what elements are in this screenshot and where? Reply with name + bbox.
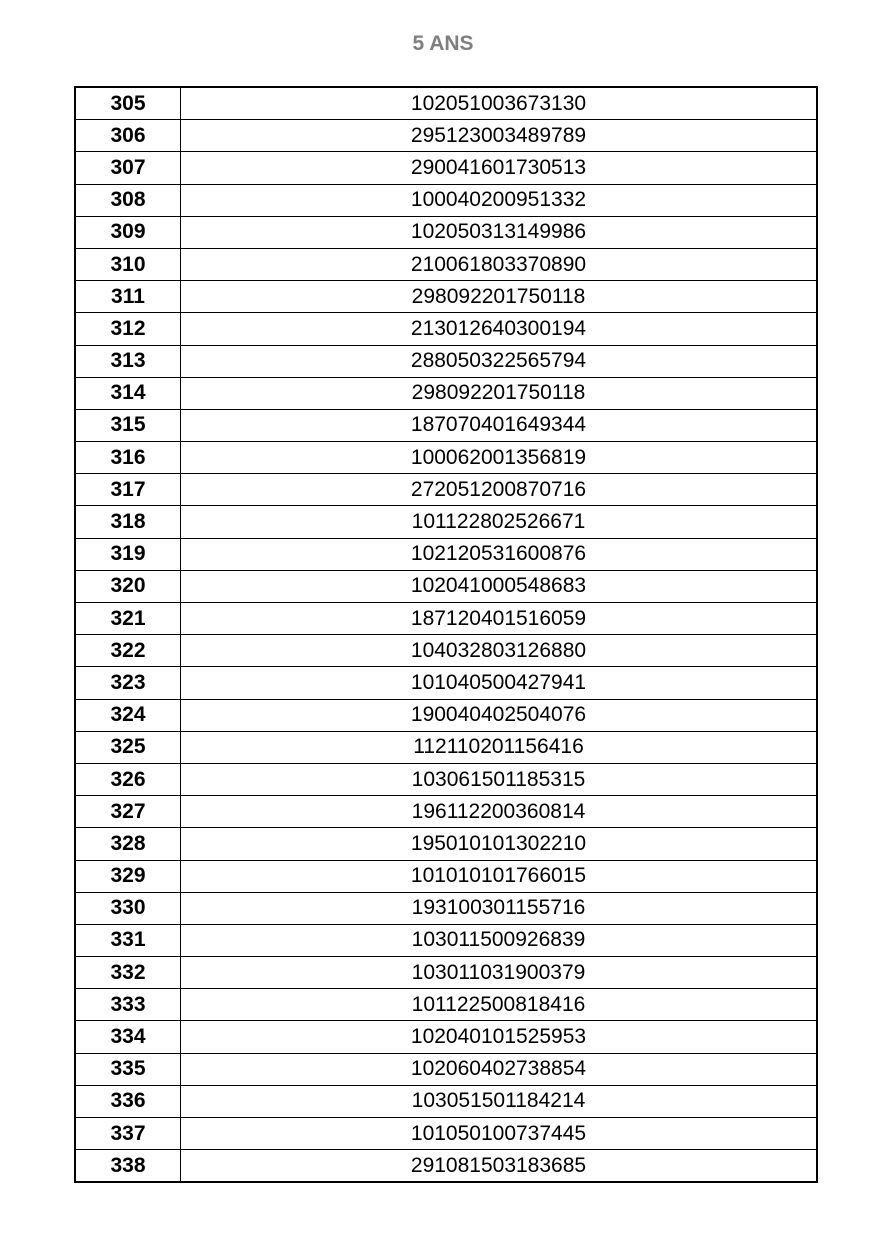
table-row (75, 120, 817, 152)
row-number-cell: 310 (75, 248, 181, 280)
row-number-cell: 307 (75, 152, 181, 184)
row-number-cell: 318 (75, 506, 181, 538)
row-number-cell: 325 (75, 731, 181, 763)
row-number-cell: 305 (75, 87, 181, 120)
row-code-cell: 101050100737445 (181, 1118, 818, 1150)
row-code-cell: 187070401649344 (181, 409, 818, 441)
row-number-cell: 335 (75, 1053, 181, 1085)
row-code-cell: 190040402504076 (181, 699, 818, 731)
table-row (75, 538, 817, 570)
table-row (75, 1085, 817, 1117)
row-code-cell: 101122802526671 (181, 506, 818, 538)
table-row (75, 152, 817, 184)
row-number-cell: 309 (75, 216, 181, 248)
row-number-cell: 314 (75, 377, 181, 409)
row-number-cell: 338 (75, 1150, 181, 1183)
table-row (75, 1118, 817, 1150)
table-row (75, 184, 817, 216)
table-row (75, 474, 817, 506)
row-number-cell: 327 (75, 796, 181, 828)
row-code-cell: 101122500818416 (181, 989, 818, 1021)
row-code-cell: 102041000548683 (181, 570, 818, 602)
row-code-cell: 101040500427941 (181, 667, 818, 699)
row-code-cell: 112110201156416 (181, 731, 818, 763)
row-number-cell: 331 (75, 924, 181, 956)
row-number-cell: 333 (75, 989, 181, 1021)
table-row (75, 313, 817, 345)
row-code-cell: 213012640300194 (181, 313, 818, 345)
row-number-cell: 306 (75, 120, 181, 152)
row-code-cell: 195010101302210 (181, 828, 818, 860)
table-row (75, 667, 817, 699)
row-code-cell: 102040101525953 (181, 1021, 818, 1053)
row-number-cell: 326 (75, 763, 181, 795)
row-number-cell: 320 (75, 570, 181, 602)
row-number-cell: 324 (75, 699, 181, 731)
row-number-cell: 323 (75, 667, 181, 699)
page-title: 5 ANS (412, 32, 474, 55)
table-row (75, 248, 817, 280)
row-number-cell: 332 (75, 957, 181, 989)
table-row (75, 1150, 817, 1183)
row-number-cell: 319 (75, 538, 181, 570)
row-code-cell: 298092201750118 (181, 281, 818, 313)
row-number-cell: 329 (75, 860, 181, 892)
row-number-cell: 308 (75, 184, 181, 216)
table-row (75, 377, 817, 409)
row-number-cell: 313 (75, 345, 181, 377)
table-row (75, 1053, 817, 1085)
row-number-cell: 321 (75, 603, 181, 635)
data-table (74, 86, 818, 1183)
table-row (75, 924, 817, 956)
row-number-cell: 337 (75, 1118, 181, 1150)
table-row (75, 281, 817, 313)
table-row (75, 892, 817, 924)
table-row (75, 731, 817, 763)
table-row (75, 989, 817, 1021)
row-code-cell: 102051003673130 (181, 87, 818, 120)
row-code-cell: 102120531600876 (181, 538, 818, 570)
row-number-cell: 330 (75, 892, 181, 924)
row-code-cell: 103011031900379 (181, 957, 818, 989)
row-code-cell: 104032803126880 (181, 635, 818, 667)
table-body (75, 87, 817, 1182)
row-number-cell: 312 (75, 313, 181, 345)
row-code-cell: 102060402738854 (181, 1053, 818, 1085)
row-code-cell: 298092201750118 (181, 377, 818, 409)
row-number-cell: 316 (75, 442, 181, 474)
row-number-cell: 336 (75, 1085, 181, 1117)
table-row (75, 699, 817, 731)
row-code-cell: 100062001356819 (181, 442, 818, 474)
row-code-cell: 187120401516059 (181, 603, 818, 635)
table-row (75, 635, 817, 667)
row-code-cell: 196112200360814 (181, 796, 818, 828)
row-number-cell: 328 (75, 828, 181, 860)
table-row (75, 860, 817, 892)
row-code-cell: 103061501185315 (181, 763, 818, 795)
row-code-cell: 291081503183685 (181, 1150, 818, 1183)
row-code-cell: 288050322565794 (181, 345, 818, 377)
table-row (75, 442, 817, 474)
row-code-cell: 101010101766015 (181, 860, 818, 892)
row-number-cell: 317 (75, 474, 181, 506)
table-row (75, 506, 817, 538)
row-code-cell: 102050313149986 (181, 216, 818, 248)
table-row (75, 1021, 817, 1053)
row-code-cell: 103011500926839 (181, 924, 818, 956)
table-row (75, 957, 817, 989)
table-row (75, 763, 817, 795)
table-row (75, 828, 817, 860)
table-row (75, 216, 817, 248)
table-row (75, 570, 817, 602)
row-number-cell: 322 (75, 635, 181, 667)
table-row (75, 87, 817, 120)
row-number-cell: 334 (75, 1021, 181, 1053)
table-row (75, 345, 817, 377)
row-number-cell: 315 (75, 409, 181, 441)
row-code-cell: 193100301155716 (181, 892, 818, 924)
row-code-cell: 210061803370890 (181, 248, 818, 280)
table-row (75, 409, 817, 441)
table-row (75, 603, 817, 635)
row-number-cell: 311 (75, 281, 181, 313)
row-code-cell: 295123003489789 (181, 120, 818, 152)
row-code-cell: 100040200951332 (181, 184, 818, 216)
row-code-cell: 290041601730513 (181, 152, 818, 184)
table-row (75, 796, 817, 828)
row-code-cell: 103051501184214 (181, 1085, 818, 1117)
row-code-cell: 272051200870716 (181, 474, 818, 506)
